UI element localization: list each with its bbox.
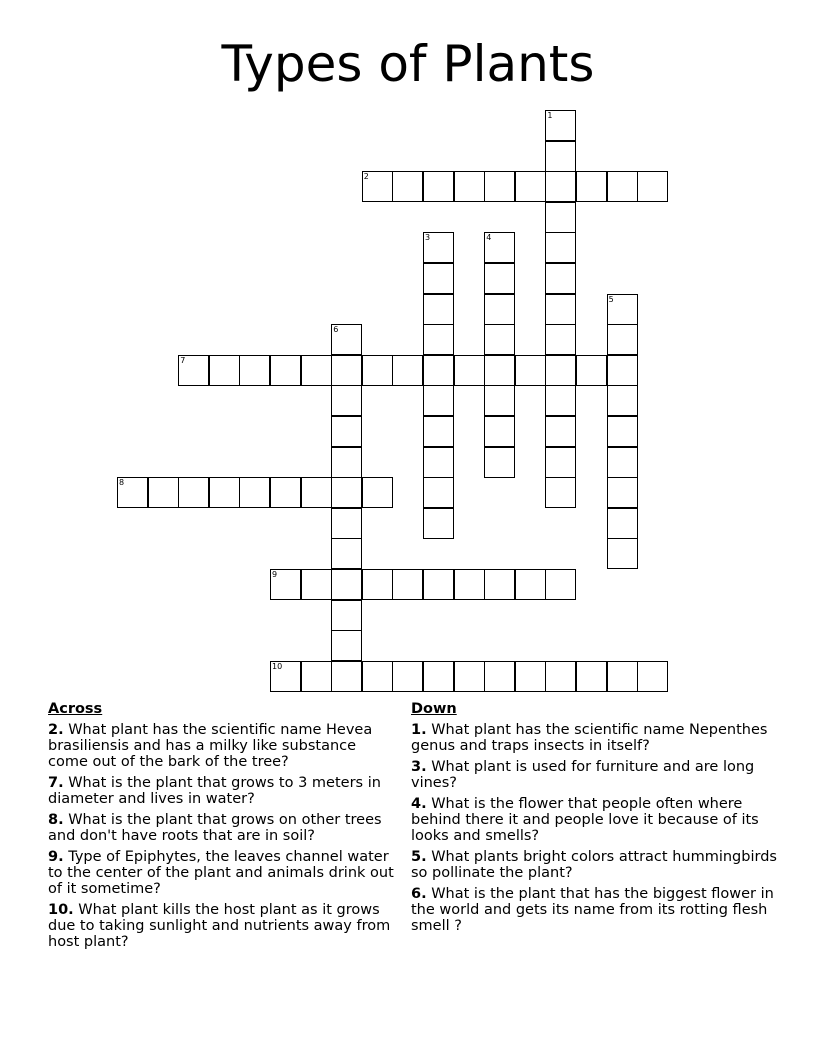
down-clues xyxy=(411,701,781,939)
grid-cell[interactable] xyxy=(607,171,638,202)
clue-number: 3 xyxy=(425,233,431,243)
grid-cell[interactable] xyxy=(545,232,576,263)
grid-cell[interactable] xyxy=(454,569,485,600)
grid-cell[interactable] xyxy=(362,171,393,202)
clue-number: 10 xyxy=(272,661,283,671)
grid-cell[interactable] xyxy=(545,477,576,508)
clue-number: 4 xyxy=(486,233,492,243)
clue-across-2: 2. What plant has the scientific name Hevea brasiliensis and has a milky like substance come out of the bark of the tree? xyxy=(48,722,373,770)
grid-cell[interactable] xyxy=(270,661,301,692)
clue-down-5: 5. What plants bright colors attract hummingbirds so pollinate the plant? xyxy=(411,849,777,881)
grid-cell[interactable] xyxy=(607,294,638,325)
clue-number: 8 xyxy=(119,478,125,488)
grid-cell[interactable] xyxy=(545,324,576,355)
grid-cell[interactable] xyxy=(545,661,576,692)
clue-down-1: 1. What plant has the scientific name Nepenthes genus and traps insects in itself? xyxy=(411,722,768,754)
grid-cell[interactable] xyxy=(454,355,485,386)
clue-number: 2 xyxy=(363,172,369,182)
grid-cell[interactable] xyxy=(148,477,179,508)
grid-cell[interactable] xyxy=(392,569,423,600)
grid-cell[interactable] xyxy=(331,508,362,539)
grid-cell[interactable] xyxy=(607,324,638,355)
page-title: Types of Plants xyxy=(221,35,595,93)
grid-cell[interactable] xyxy=(423,232,454,263)
grid-cell[interactable] xyxy=(331,416,362,447)
grid-cell[interactable] xyxy=(331,661,362,692)
grid-cell[interactable] xyxy=(484,232,515,263)
grid-cell[interactable] xyxy=(637,661,668,692)
grid-cell[interactable] xyxy=(392,171,423,202)
down-heading: Down xyxy=(411,701,457,717)
grid-cell[interactable] xyxy=(607,385,638,416)
grid-cell[interactable] xyxy=(301,569,332,600)
grid-cell[interactable] xyxy=(301,477,332,508)
grid-cell[interactable] xyxy=(545,294,576,325)
grid-cell[interactable] xyxy=(423,171,454,202)
grid-cell[interactable] xyxy=(607,355,638,386)
grid-cell[interactable] xyxy=(637,171,668,202)
grid-cell[interactable] xyxy=(331,355,362,386)
grid-cell[interactable] xyxy=(545,447,576,478)
grid-cell[interactable] xyxy=(423,447,454,478)
grid-cell[interactable] xyxy=(607,538,638,569)
grid-cell[interactable] xyxy=(331,447,362,478)
grid-cell[interactable] xyxy=(484,385,515,416)
grid-cell[interactable] xyxy=(484,355,515,386)
grid-cell[interactable] xyxy=(209,477,240,508)
grid-cell[interactable] xyxy=(607,447,638,478)
clue-down-4: 4. What is the flower that people often where behind there it and people love it because of its looks and smells? xyxy=(411,796,759,844)
grid-cell[interactable] xyxy=(423,324,454,355)
grid-cell[interactable] xyxy=(392,661,423,692)
grid-cell[interactable] xyxy=(545,202,576,233)
grid-cell[interactable] xyxy=(545,263,576,294)
grid-cell[interactable] xyxy=(239,477,270,508)
grid-cell[interactable] xyxy=(484,661,515,692)
grid-cell[interactable] xyxy=(270,569,301,600)
grid-cell[interactable] xyxy=(484,324,515,355)
grid-cell[interactable] xyxy=(331,569,362,600)
clue-down-6: 6. What is the plant that has the biggest flower in the world and gets its name from its rotting flesh smell ? xyxy=(411,886,774,934)
grid-cell[interactable] xyxy=(545,355,576,386)
clue-number: 5 xyxy=(608,294,614,304)
grid-cell[interactable] xyxy=(270,355,301,386)
clue-across-8: 8. What is the plant that grows on other trees and don't have roots that are in soil? xyxy=(48,812,382,844)
grid-cell[interactable] xyxy=(454,661,485,692)
grid-cell[interactable] xyxy=(331,630,362,661)
grid-cell[interactable] xyxy=(484,294,515,325)
clue-number: 7 xyxy=(180,355,186,365)
grid-cell[interactable] xyxy=(423,661,454,692)
grid-cell[interactable] xyxy=(484,569,515,600)
grid-cell[interactable] xyxy=(576,355,607,386)
grid-cell[interactable] xyxy=(178,355,209,386)
grid-cell[interactable] xyxy=(484,416,515,447)
grid-cell[interactable] xyxy=(362,661,393,692)
grid-cell[interactable] xyxy=(607,477,638,508)
clue-number: 1 xyxy=(547,111,553,120)
grid-cell[interactable] xyxy=(545,569,576,600)
grid-cell[interactable] xyxy=(454,171,485,202)
grid-cell[interactable] xyxy=(515,569,546,600)
grid-cell[interactable] xyxy=(545,416,576,447)
grid-cell[interactable] xyxy=(301,661,332,692)
grid-cell[interactable] xyxy=(515,355,546,386)
grid-cell[interactable] xyxy=(423,294,454,325)
clue-across-7: 7. What is the plant that grows to 3 meters in diameter and lives in water? xyxy=(48,775,381,807)
grid-cell[interactable] xyxy=(362,569,393,600)
grid-cell[interactable] xyxy=(117,477,148,508)
grid-cell[interactable] xyxy=(270,477,301,508)
grid-cell[interactable] xyxy=(331,600,362,631)
grid-cell[interactable] xyxy=(515,171,546,202)
grid-cell[interactable] xyxy=(576,171,607,202)
grid-cell[interactable] xyxy=(484,263,515,294)
grid-cell[interactable] xyxy=(239,355,270,386)
grid-cell[interactable] xyxy=(545,385,576,416)
across-clues xyxy=(48,701,400,955)
grid-cell[interactable] xyxy=(423,569,454,600)
grid-cell[interactable] xyxy=(545,110,576,141)
grid-cell[interactable] xyxy=(423,355,454,386)
grid-cell[interactable] xyxy=(545,171,576,202)
grid-cell[interactable] xyxy=(515,661,546,692)
grid-cell[interactable] xyxy=(423,477,454,508)
grid-cell[interactable] xyxy=(301,355,332,386)
grid-cell[interactable] xyxy=(423,508,454,539)
clue-across-10: 10. What plant kills the host plant as it grows due to taking sunlight and nutrients away from host plant? xyxy=(48,902,391,950)
grid-cell[interactable] xyxy=(423,385,454,416)
grid-cell[interactable] xyxy=(607,661,638,692)
across-heading: Across xyxy=(48,701,103,717)
grid-cell[interactable] xyxy=(576,661,607,692)
grid-cell[interactable] xyxy=(178,477,209,508)
grid-cell[interactable] xyxy=(423,263,454,294)
clue-across-9: 9. Type of Epiphytes, the leaves channel water to the center of the plant and animals drink out of it sometime? xyxy=(48,849,394,897)
grid-cell[interactable] xyxy=(362,477,393,508)
grid-cell[interactable] xyxy=(331,324,362,355)
grid-cell[interactable] xyxy=(607,416,638,447)
grid-cell[interactable] xyxy=(545,141,576,172)
grid-cell[interactable] xyxy=(209,355,240,386)
grid-cell[interactable] xyxy=(331,477,362,508)
grid-cell[interactable] xyxy=(331,538,362,569)
grid-cell[interactable] xyxy=(484,171,515,202)
grid-cell[interactable] xyxy=(331,385,362,416)
grid-cell[interactable] xyxy=(484,447,515,478)
grid-cell[interactable] xyxy=(362,355,393,386)
grid-cell[interactable] xyxy=(607,508,638,539)
clue-down-3: 3. What plant is used for furniture and are long vines? xyxy=(411,759,755,791)
grid-cell[interactable] xyxy=(392,355,423,386)
grid-cell[interactable] xyxy=(423,416,454,447)
clue-number: 9 xyxy=(272,570,278,579)
clue-number: 6 xyxy=(333,325,339,335)
